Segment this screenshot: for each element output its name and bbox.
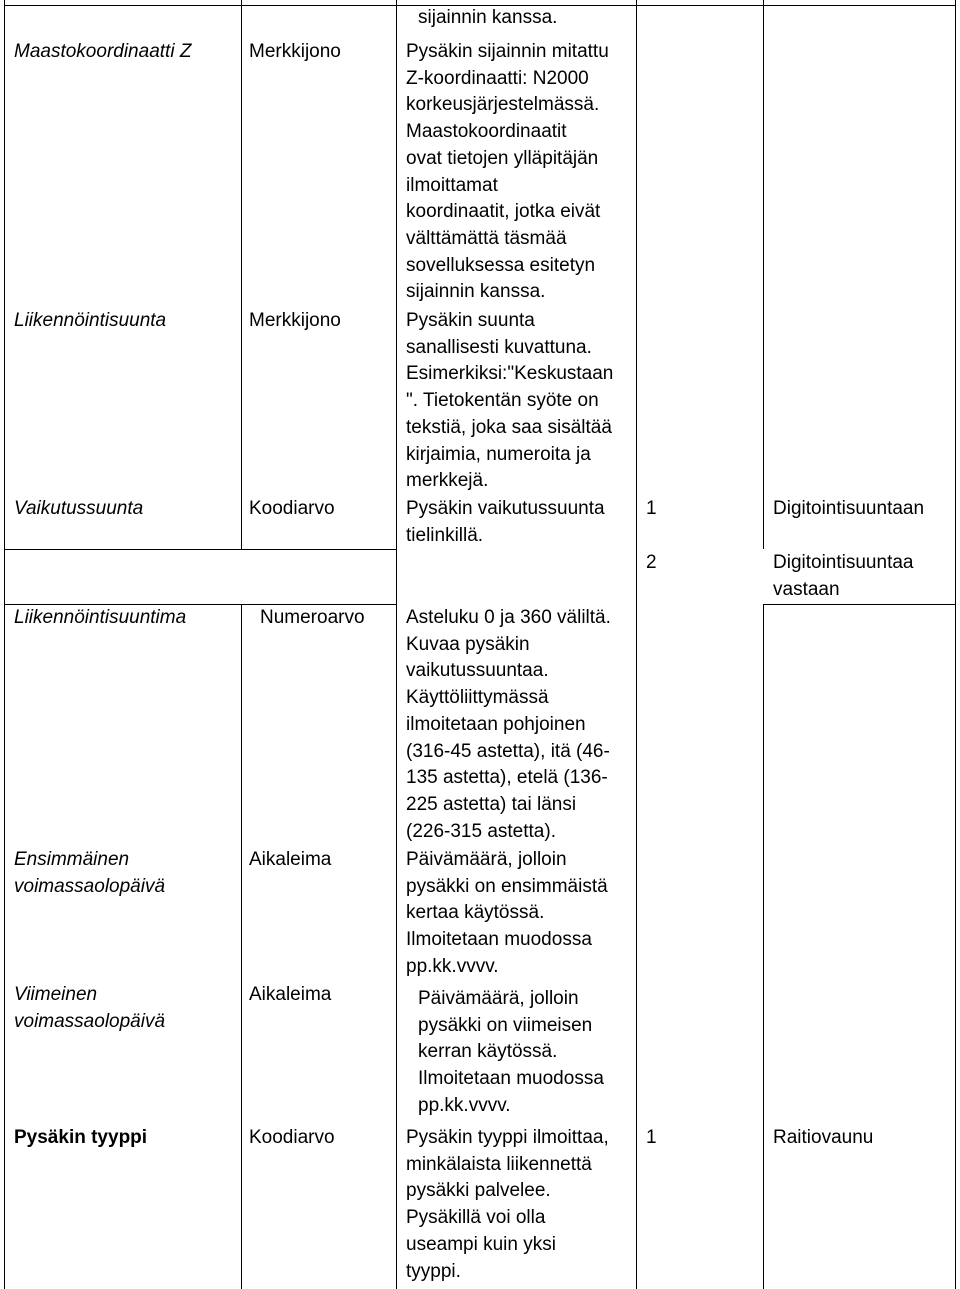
field-type: Aikaleima [249, 984, 332, 1005]
table-border-col4 [763, 0, 764, 549]
field-name: Ensimmäinen voimassaolopäivä [14, 849, 166, 897]
code-value: 1 [646, 1127, 657, 1148]
field-type: Numeroarvo [260, 607, 365, 628]
row-separator [4, 549, 396, 550]
row-description: Asteluku 0 ja 360 väliltä. Kuvaa pysäkin vaikutussuuntaa. Käyttöliittymässä ilmoitetaan pohjoinen (316-45 astetta), itä (46- 135 astetta), etelä (136- 225 astetta) tai länsi (226-315 astetta). [406, 607, 611, 842]
row-description: Päivämäärä, jolloin pysäkki on ensimmäistä kertaa käytössä. Ilmoitetaan muodossa pp.kk.vvvv. [406, 849, 608, 977]
field-name: Vaikutussuunta [14, 498, 144, 519]
field-type: Merkkijono [249, 310, 341, 331]
table-border-col2 [396, 0, 397, 1289]
field-type: Aikaleima [249, 849, 332, 870]
field-type: Koodiarvo [249, 498, 335, 519]
code-label: Raitiovaunu [773, 1127, 874, 1148]
field-name: Liikennöintisuuntima [14, 607, 187, 628]
code-label: Digitointisuuntaan [773, 498, 925, 519]
row-separator [763, 604, 956, 605]
table-border-right [955, 0, 956, 1289]
code-value: 1 [646, 498, 657, 519]
code-label: Digitointisuuntaa vastaan [773, 552, 914, 600]
row-description: Pysäkin sijainnin mitattu Z-koordinaatti: N2000 korkeusjärjestelmässä. Maastokoordinaatit ovat tietojen ylläpitäjän ilmoittamat koordinaatit, jotka eivät välttämättä täsmää sovelluksessa esitetyn sijainnin kanssa. [406, 41, 609, 303]
field-type: Merkkijono [249, 41, 341, 62]
table-border-left [4, 0, 5, 1289]
table-border-col1 [241, 604, 242, 1289]
code-value: 2 [646, 552, 657, 573]
row-description: Pysäkin vaikutussuunta tielinkillä. [406, 498, 605, 546]
row-description: Päivämäärä, jolloin pysäkki on viimeisen kerran käytössä. Ilmoitetaan muodossa pp.kk.vvvv. [418, 988, 604, 1116]
field-name: Maastokoordinaatti Z [14, 41, 192, 62]
table-border-col4 [763, 604, 764, 1289]
row-description: Pysäkin suunta sanallisesti kuvattuna. Esimerkiksi:"Keskustaan ". Tietokentän syöte on tekstiä, joka saa sisältää kirjaimia, numeroita ja merkkejä. [406, 310, 614, 492]
field-name: Liikennöintisuunta [14, 310, 167, 331]
table-border-col3 [636, 0, 637, 1289]
table-border-col1 [241, 0, 242, 549]
field-name: Viimeinen voimassaolopäivä [14, 984, 166, 1032]
row-description: Pysäkin tyyppi ilmoittaa, minkälaista liikennettä pysäkki palvelee. Pysäkillä voi olla useampi kuin yksi tyyppi. [406, 1127, 609, 1282]
row-description: sijainnin kanssa. [418, 7, 558, 28]
field-name: Pysäkin tyyppi [14, 1127, 148, 1148]
field-type: Koodiarvo [249, 1127, 335, 1148]
